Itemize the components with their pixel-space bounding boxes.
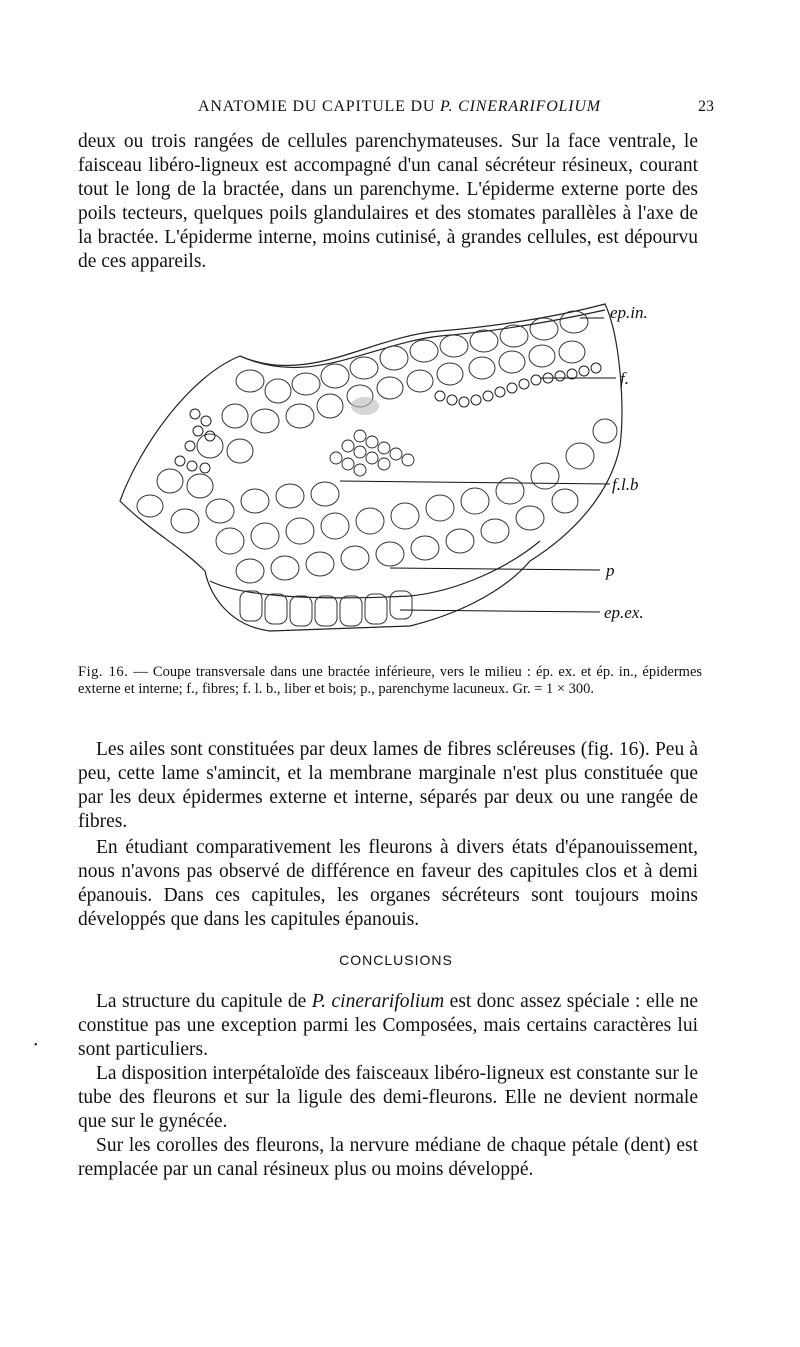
figure-caption bbox=[78, 664, 702, 698]
label-p: p bbox=[606, 561, 615, 580]
fibres bbox=[175, 363, 601, 473]
liber-bois bbox=[330, 430, 414, 476]
conclusion-species-name: P. cinerarifolium bbox=[311, 991, 445, 1012]
label-f: f. bbox=[620, 369, 629, 388]
parenchyma-cells bbox=[137, 311, 617, 626]
running-title bbox=[198, 98, 601, 116]
label-ep-ex: ep.ex. bbox=[604, 603, 644, 622]
paragraph-conclusion-structure bbox=[78, 990, 698, 1062]
page-number: 23 bbox=[698, 98, 714, 115]
cross-section-drawing bbox=[110, 296, 700, 651]
margin-dot: • bbox=[34, 1040, 38, 1051]
conclusion-text-end: est donc assez spéciale : elle ne constitue pas une exception parmi les Composées, mais certains caractères lui sont particuliers. bbox=[78, 991, 698, 1060]
caption-text: — Coupe transversale dans une bractée inférieure, vers le milieu : ép. ex. et ép. in., épidermes externe et interne; f., fibres; f. l. b., liber et bois; p., parenchyme lacuneux. Gr. = 1 × 300. bbox=[78, 664, 703, 697]
paragraph-conclusion-disposition: La disposition interpétaloïde des faisceaux libéro-ligneux est constante sur le tube des fleurons et sur la ligule des demi-fleurons. Elle ne devient normale que sur le gynécée. bbox=[78, 1063, 698, 1132]
paragraph-wings: Les ailes sont constituées par deux lames de fibres scléreuses (fig. 16). Peu à peu, cette lame s'amincit, et la membrane marginale n'est plus constituée que par les deux épidermes externe et interne, séparés par deux ou une rangée de fibres. bbox=[78, 739, 698, 832]
label-flb: f.l.b bbox=[612, 475, 639, 494]
figure-16-cross-section bbox=[110, 296, 700, 651]
paragraph-comparison: En étudiant comparativement les fleurons à divers états d'épanouissement, nous n'avons pas observé de différence en faveur des capitules clos et à demi épanouis. Dans ces capitules, les organes sécréteurs sont toujours moins développés que dans les capitules épanouis. bbox=[78, 837, 698, 930]
paragraph-conclusion-corollas: Sur les corolles des fleurons, la nervure médiane de chaque pétale (dent) est remplacée par un canal résineux plus ou moins développé. bbox=[78, 1135, 698, 1180]
running-title-species: P. CINERARIFOLIUM bbox=[440, 98, 601, 115]
paragraph-bract-description: deux ou trois rangées de cellules parenchymateuses. Sur la face ventrale, le faisceau libéro-ligneux est accompagné d'un canal sécréteur résineux, courant tout le long de la bractée, dans un parenchyme. L'épiderme externe porte des poils tecteurs, quelques poils glandulaires et des stomates parallèles à l'axe de la bractée. L'épiderme interne, moins cutinisé, à grandes cellules, est dépourvu de ces appareils. bbox=[78, 131, 698, 272]
resin-canal bbox=[351, 397, 379, 415]
label-ep-in: ep.in. bbox=[610, 303, 648, 322]
running-title-prefix: ANATOMIE DU CAPITULE DU bbox=[198, 98, 441, 115]
running-head bbox=[78, 98, 714, 122]
leader-lines bbox=[340, 318, 616, 612]
figure-number: Fig. 16. bbox=[78, 664, 129, 680]
conclusion-text-start: La structure du capitule de bbox=[96, 991, 312, 1012]
section-heading-conclusions: CONCLUSIONS bbox=[339, 952, 453, 968]
section-outline bbox=[120, 304, 622, 631]
